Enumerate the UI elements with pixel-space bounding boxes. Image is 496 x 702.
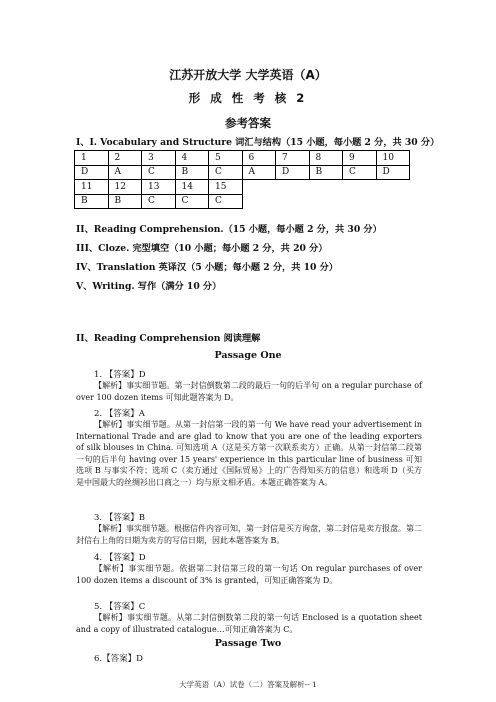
table-cell: 4 [175, 151, 209, 166]
table-cell: 3 [142, 151, 176, 166]
table-cell: 2 [108, 151, 142, 166]
table-cell: 12 [108, 180, 142, 195]
table-cell: D [376, 165, 410, 180]
answer-table [74, 150, 410, 209]
analysis-4: 【解析】事实细节题。依据第二封信第三段的第一句话 On regular purchases of over 100 dozen items a discount of 3% is granted，可知正确答案为 D。 [76, 564, 422, 585]
section-translation: IV、Translation 英译汉（5 小题；每小题 2 分，共 10 分） [76, 262, 338, 273]
answer-1: 1. 【答案】D [94, 370, 146, 380]
table-cell: 5 [209, 151, 243, 166]
table-cell: C [142, 165, 176, 180]
table-cell: 13 [142, 180, 176, 195]
table-cell: C [175, 194, 209, 209]
answer-5: 5. 【答案】C [94, 602, 146, 612]
table-cell: 10 [376, 151, 410, 166]
table-cell: 15 [209, 180, 243, 195]
section-cloze: III、Cloze. 完型填空（10 小题；每小题 2 分，共 20 分） [76, 243, 328, 254]
analysis-5: 【解析】事实细节题。从第二封信倒数第二段的第一句话 Enclosed is a quotation sheet and a copy of illustrated catalogue…可知正确答案为 C。 [76, 613, 422, 634]
table-cell: 8 [309, 151, 343, 166]
section-writing: V、Writing. 写作（满分 10 分） [76, 281, 222, 292]
table-cell: 6 [242, 151, 276, 166]
analysis-2: 【解析】事实细节题。从第一封信第一段的第一句 We have read your advertisement in International Trade and are glad to know that you are one of the leading exporters of silk blouses in China. 可知选项 A（这是买方第一次联系卖方）正确。从第一封信第二段第一句的后半句 having over 15 years' experience in this particular line of business 可知选项 B 与事实不符；选项 C（卖方通过《国际贸易》上的广告得知买方的信息）和选项 D（买方是中国最大的丝绸衫出口商之一）均与原文相矛盾。本题正确答案为 A。 [76, 420, 422, 487]
table-cell: C [209, 194, 243, 209]
answer-2: 2. 【答案】A [94, 409, 145, 419]
table-cell: B [309, 165, 343, 180]
table-row [75, 165, 410, 180]
table-cell: B [175, 165, 209, 180]
table-cell: A [242, 165, 276, 180]
analysis-3: 【解析】事实细节题。根据信件内容可知，第一封信是买方询盘，第二封信是卖方报盘。第二封信右上角的日期为卖方的写信日期，因此本题答案为 B。 [76, 524, 422, 545]
analysis-1: 【解析】事实细节题。第一封信倒数第二段的最后一句的后半句 on a regular purchase of over 100 dozen items 可知此题答案为 D。 [76, 381, 422, 402]
table-cell: C [142, 194, 176, 209]
university-course-title: 江苏开放大学 大学英语（A） [169, 68, 327, 82]
answer-6: 6.【答案】D [94, 654, 143, 664]
table-row [75, 180, 410, 195]
passage-two-heading: Passage Two [214, 638, 282, 649]
section-vocabulary: I、I. Vocabulary and Structure 词汇与结构（15 小题，每小题 2 分，共 30 分） [76, 137, 440, 148]
passage-one-heading: Passage One [214, 350, 282, 361]
table-cell: 1 [75, 151, 109, 166]
table-cell: 14 [175, 180, 209, 195]
table-row [75, 151, 410, 166]
section-reading: II、Reading Comprehension.（15 小题，每小题 2 分，共 30 分） [76, 224, 382, 235]
table-cell: D [276, 165, 310, 180]
reading-heading: II、Reading Comprehension 阅读理解 [76, 333, 261, 344]
answer-3: 3. 【答案】B [94, 513, 146, 523]
table-cell: B [108, 194, 142, 209]
table-cell: 11 [75, 180, 109, 195]
table-cell: 9 [343, 151, 377, 166]
assessment-title: 形 成 性 考 核 2 [188, 91, 308, 105]
reference-answers-title: 参考答案 [225, 116, 271, 130]
table-row [75, 194, 410, 209]
answer-4: 4. 【答案】D [94, 553, 146, 563]
table-cell: A [108, 165, 142, 180]
page-footer: 大学英语（A）试卷（二）答案及解析-- 1 [179, 680, 317, 689]
table-cell: B [75, 194, 109, 209]
table-cell: C [209, 165, 243, 180]
table-cell: C [343, 165, 377, 180]
table-cell: 7 [276, 151, 310, 166]
table-cell: D [75, 165, 109, 180]
